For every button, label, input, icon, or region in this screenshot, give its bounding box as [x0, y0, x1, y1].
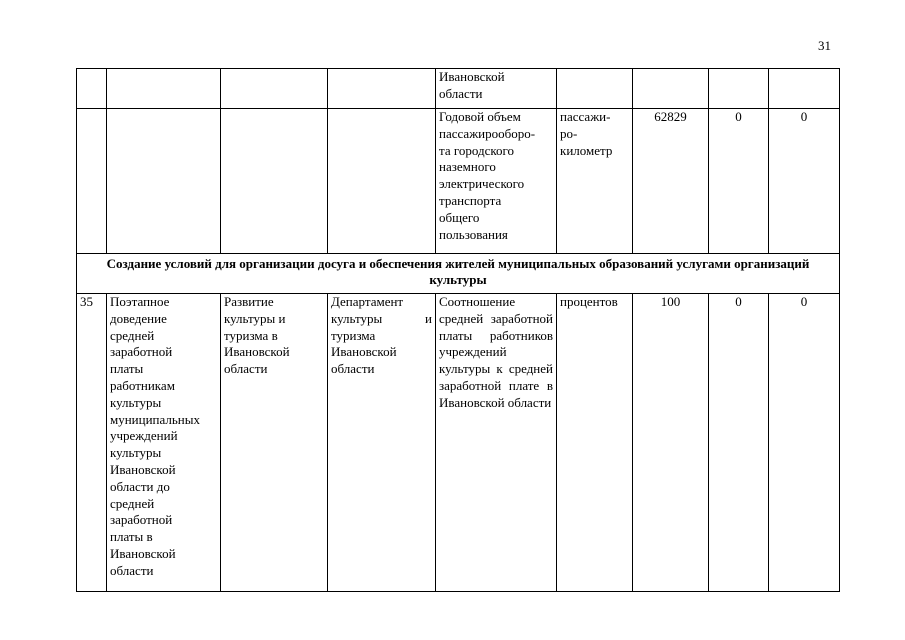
cell-value-2: 0 [709, 109, 769, 254]
cell-title: Поэтапное доведение средней заработной платы работникам культуры муниципальных учреждений культуры Ивановской области до средней заработной платы в Ивановской области [107, 294, 221, 592]
cell-value-2: 0 [709, 294, 769, 592]
section-heading: Создание условий для организации досуга и обеспечения жителей муниципальных образований услугами организаций культуры [77, 254, 840, 294]
table-row-35 [77, 294, 840, 592]
cell-indicator: Соотношение средней заработной платы работников учреждений культуры к средней заработной плате в Ивановской области [436, 294, 557, 592]
cell-value-1 [633, 69, 709, 109]
cell-number [77, 109, 107, 254]
cell-title [107, 109, 221, 254]
cell-program [221, 69, 328, 109]
cell-value-1: 62829 [633, 109, 709, 254]
cell-title [107, 69, 221, 109]
budget-indicators-table [76, 68, 840, 592]
cell-unit: пассажи- ро- километр [557, 109, 633, 254]
table-row-continuation [77, 69, 840, 109]
cell-indicator: Ивановской области [436, 69, 557, 109]
cell-executor [328, 69, 436, 109]
cell-value-3 [769, 69, 840, 109]
cell-unit: процентов [557, 294, 633, 592]
table-row-transport [77, 109, 840, 254]
cell-value-3: 0 [769, 294, 840, 592]
cell-number: 35 [77, 294, 107, 592]
section-heading-row [77, 254, 840, 294]
cell-value-2 [709, 69, 769, 109]
cell-executor: Департамент культуры и туризма Ивановской области [328, 294, 436, 592]
cell-number [77, 69, 107, 109]
cell-program: Развитие культуры и туризма в Ивановской области [221, 294, 328, 592]
cell-program [221, 109, 328, 254]
cell-executor [328, 109, 436, 254]
cell-unit [557, 69, 633, 109]
cell-value-3: 0 [769, 109, 840, 254]
page-number: 31 [818, 38, 831, 53]
cell-value-1: 100 [633, 294, 709, 592]
cell-indicator: Годовой объем пассажирооборо- та городского наземного электрического транспорта общего пользования [436, 109, 557, 254]
